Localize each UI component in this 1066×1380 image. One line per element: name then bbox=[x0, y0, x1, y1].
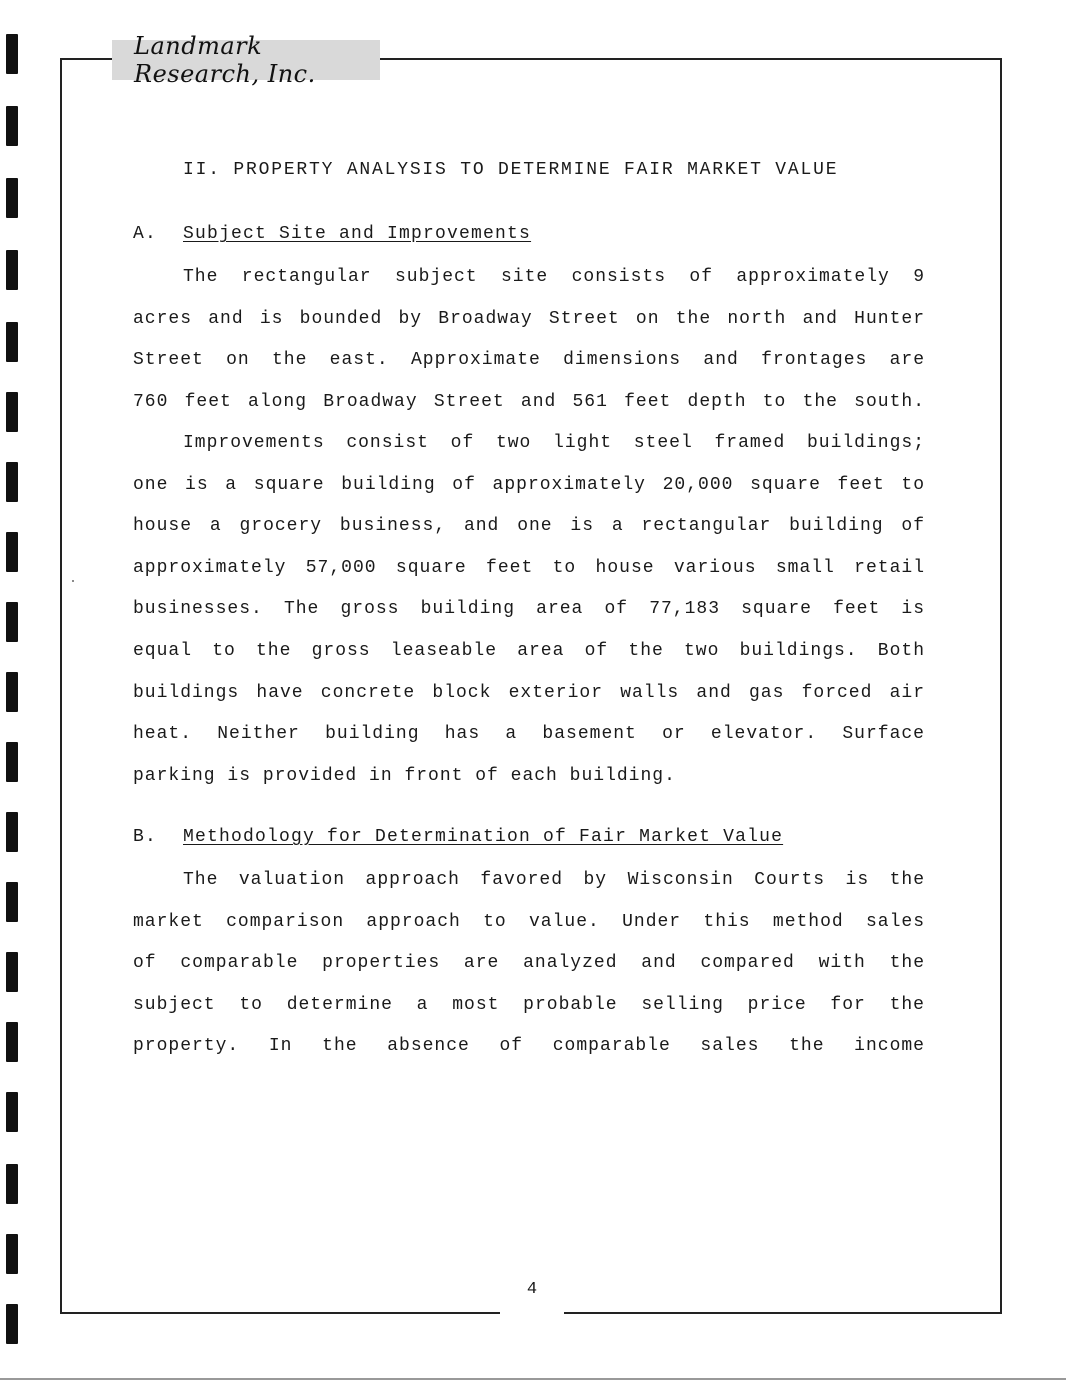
paragraph-site-description bbox=[133, 257, 925, 423]
binding-mark bbox=[6, 952, 18, 992]
subsection-letter: A. bbox=[133, 224, 158, 244]
subsection-title: Methodology for Determination of Fair Market Value bbox=[183, 827, 784, 847]
text-line: house a grocery business, and one is a rectangular building of bbox=[133, 516, 925, 537]
binding-mark bbox=[6, 392, 18, 432]
margin-speck bbox=[72, 580, 74, 582]
text-line: of comparable properties are analyzed and compared with the bbox=[133, 953, 925, 974]
binding-mark bbox=[6, 602, 18, 642]
binding-mark bbox=[6, 178, 18, 218]
text-line: property. In the absence of comparable sales the income bbox=[133, 1036, 925, 1057]
binding-mark bbox=[6, 812, 18, 852]
subsection-title: Subject Site and Improvements bbox=[183, 224, 532, 244]
binding-mark bbox=[6, 672, 18, 712]
text-line: The rectangular subject site consists of approximately 9 bbox=[183, 267, 925, 287]
paragraph-methodology bbox=[133, 860, 925, 1068]
text-line: heat. Neither building has a basement or elevator. Surface bbox=[133, 724, 925, 745]
text-line: acres and is bounded by Broadway Street on the north and Hunter bbox=[133, 308, 925, 329]
page-number: 4 bbox=[526, 1280, 538, 1299]
binding-mark bbox=[6, 1092, 18, 1132]
text-line: one is a square building of approximately 20,000 square feet to bbox=[133, 474, 925, 495]
company-name: Landmark Research, Inc. bbox=[134, 32, 316, 88]
binding-mark bbox=[6, 462, 18, 502]
section-heading: II. PROPERTY ANALYSIS TO DETERMINE FAIR MARKET VALUE bbox=[183, 160, 839, 180]
subsection-b-heading bbox=[133, 827, 783, 847]
text-line: Street on the east. Approximate dimensions and frontages are bbox=[133, 350, 925, 371]
paragraph-improvements bbox=[133, 423, 925, 797]
binding-mark bbox=[6, 106, 18, 146]
text-line: businesses. The gross building area of 77,183 square feet is bbox=[133, 599, 925, 620]
subsection-letter: B. bbox=[133, 827, 158, 847]
text-line: parking is provided in front of each building. bbox=[133, 765, 676, 786]
binding-mark bbox=[6, 34, 18, 74]
binding-mark bbox=[6, 1234, 18, 1274]
binding-mark bbox=[6, 882, 18, 922]
text-line: equal to the gross leaseable area of the two buildings. Both bbox=[133, 640, 925, 661]
text-line: approximately 57,000 square feet to house various small retail bbox=[133, 557, 925, 578]
subsection-a-heading bbox=[133, 224, 531, 244]
text-line: subject to determine a most probable selling price for the bbox=[133, 994, 925, 1015]
binding-mark bbox=[6, 742, 18, 782]
text-line: The valuation approach favored by Wisconsin Courts is the bbox=[183, 870, 925, 890]
text-line: market comparison approach to value. Under this method sales bbox=[133, 911, 925, 932]
company-letterhead bbox=[112, 32, 380, 88]
text-line: Improvements consist of two light steel framed buildings; bbox=[183, 433, 925, 453]
text-line: buildings have concrete block exterior walls and gas forced air bbox=[133, 682, 925, 703]
binding-mark bbox=[6, 1022, 18, 1062]
binding-mark bbox=[6, 1164, 18, 1204]
page-number-gap bbox=[500, 1306, 564, 1318]
binding-mark bbox=[6, 1304, 18, 1344]
binding-mark bbox=[6, 250, 18, 290]
text-line: 760 feet along Broadway Street and 561 feet depth to the south. bbox=[133, 391, 925, 412]
binding-mark bbox=[6, 532, 18, 572]
binding-mark bbox=[6, 322, 18, 362]
